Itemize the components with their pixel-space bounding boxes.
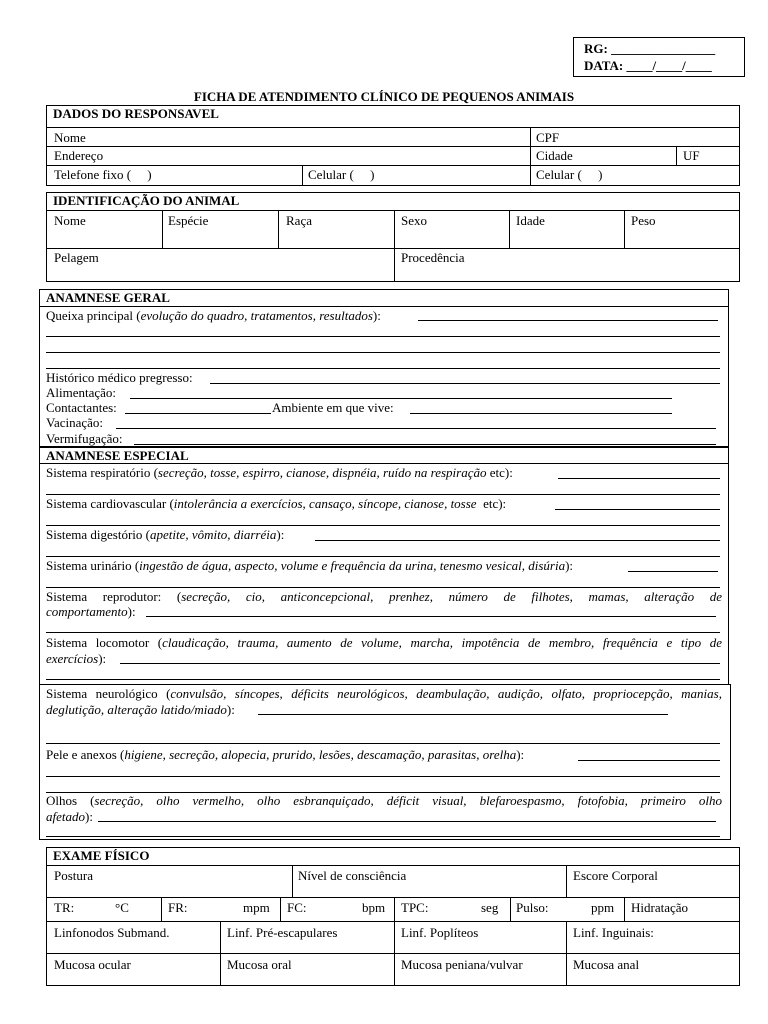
repro-answer-line[interactable] xyxy=(46,632,720,633)
resp-fill[interactable] xyxy=(558,478,720,479)
mucosa-peniana-field[interactable]: Mucosa peniana/vulvar xyxy=(401,957,523,972)
queixa-fill[interactable] xyxy=(418,320,718,321)
divider xyxy=(46,865,740,866)
queixa-answer-line[interactable] xyxy=(46,352,720,353)
escore-field[interactable]: Escore Corporal xyxy=(573,868,658,883)
divider-v xyxy=(509,210,510,248)
contactantes-label: Contactantes: xyxy=(46,400,117,415)
neuro-line[interactable] xyxy=(46,686,722,702)
animal-origin-field[interactable]: Procedência xyxy=(401,250,465,265)
olhos-hint2: afetado xyxy=(46,809,85,824)
linf-sub-field[interactable]: Linfonodos Submand. xyxy=(54,925,170,940)
olhos-fill[interactable] xyxy=(98,821,716,822)
repro-end: ): xyxy=(127,604,136,619)
anamnese-geral-header: ANAMNESE GERAL xyxy=(46,290,170,305)
pele-end: ): xyxy=(516,747,525,762)
animal-breed-field[interactable]: Raça xyxy=(286,213,312,228)
urin-end: ): xyxy=(565,558,574,573)
divider xyxy=(46,146,740,147)
divider-v xyxy=(292,865,293,897)
contactantes-fill[interactable] xyxy=(125,413,271,414)
ambiente-label: Ambiente em que vive: xyxy=(272,400,394,415)
historico-label: Histórico médico pregresso: xyxy=(46,370,193,385)
responsavel-header: DADOS DO RESPONSAVEL xyxy=(53,106,219,121)
urin-hint: ingestão de água, aspecto, volume e frequência da urina, tenesmo vesical, disúria xyxy=(139,558,566,573)
divider-v xyxy=(162,210,163,248)
date-label-line[interactable] xyxy=(584,58,712,74)
vermifugacao-label: Vermifugação: xyxy=(46,431,123,446)
queixa-label: Queixa principal ( xyxy=(46,308,141,323)
divider-v xyxy=(566,921,567,986)
resp-answer-line[interactable] xyxy=(46,494,720,495)
rg-label: RG: xyxy=(584,41,608,56)
cardio-label: Sistema cardiovascular ( xyxy=(46,496,174,511)
divider xyxy=(39,463,729,464)
resp-label: Sistema respiratório ( xyxy=(46,465,158,480)
fr-unit: mpm xyxy=(243,900,270,915)
owner-city-field[interactable]: Cidade xyxy=(536,148,573,163)
loco-line2[interactable] xyxy=(46,651,722,667)
digest-fill[interactable] xyxy=(315,540,720,541)
animal-age-field[interactable]: Idade xyxy=(516,213,545,228)
divider-v xyxy=(394,210,395,282)
divider xyxy=(46,248,740,249)
neuro-answer-line[interactable] xyxy=(46,743,720,744)
linf-pre-field[interactable]: Linf. Pré-escapulares xyxy=(227,925,338,940)
animal-header: IDENTIFICAÇÃO DO ANIMAL xyxy=(53,193,240,208)
animal-coat-field[interactable]: Pelagem xyxy=(54,250,99,265)
olhos-line2[interactable] xyxy=(46,809,722,825)
divider-v xyxy=(280,897,281,921)
animal-sex-field[interactable]: Sexo xyxy=(401,213,427,228)
divider-v xyxy=(220,921,221,986)
mucosa-oral-field[interactable]: Mucosa oral xyxy=(227,957,292,972)
form-title: FICHA DE ATENDIMENTO CLÍNICO DE PEQUENOS ANIMAIS xyxy=(193,89,575,104)
animal-species-field[interactable]: Espécie xyxy=(168,213,209,228)
linf-ing-field[interactable]: Linf. Inguinais: xyxy=(573,925,654,940)
divider xyxy=(46,210,740,211)
cardio-fill[interactable] xyxy=(555,509,720,510)
repro-label: Sistema reprodutor: ( xyxy=(46,589,182,604)
neuro-hint2: deglutição, alteração latido/miado xyxy=(46,702,227,717)
neuro-fill[interactable] xyxy=(258,714,668,715)
neuro-end: ): xyxy=(226,702,235,717)
queixa-end: ): xyxy=(372,308,381,323)
exame-header: EXAME FÍSICO xyxy=(53,848,150,863)
repro-fill[interactable] xyxy=(146,616,716,617)
fc-field[interactable]: FC: xyxy=(287,900,307,915)
neuro-label: Sistema neurológico ( xyxy=(46,686,171,701)
loco-label: Sistema locomotor ( xyxy=(46,635,163,650)
olhos-hint: secreção, olho vermelho, olho esbranquiçado, déficit visual, blefaroespasmo, fotofobia, primeiro olho xyxy=(94,793,722,808)
divider xyxy=(46,897,740,898)
digest-answer-line[interactable] xyxy=(46,556,720,557)
divider-v xyxy=(510,897,511,921)
animal-name-field[interactable]: Nome xyxy=(54,213,86,228)
urin-line[interactable] xyxy=(46,558,722,574)
loco-end: ): xyxy=(98,651,107,666)
loco-answer-line[interactable] xyxy=(46,679,720,680)
divider xyxy=(39,306,729,307)
neuro-line2[interactable] xyxy=(46,702,722,718)
alimentacao-fill[interactable] xyxy=(130,398,672,399)
animal-weight-field[interactable]: Peso xyxy=(631,213,656,228)
loco-hint: claudicação, trauma, aumento de volume, marcha, impotência de membro, frequência e tipo de xyxy=(162,635,722,650)
divider-v xyxy=(676,146,677,166)
pele-fill[interactable] xyxy=(578,760,720,761)
owner-uf-field[interactable]: UF xyxy=(683,148,700,163)
olhos-end: ): xyxy=(85,809,93,824)
divider-v xyxy=(394,921,395,986)
divider-v xyxy=(278,210,279,248)
historico-fill[interactable] xyxy=(210,383,720,384)
fr-field[interactable]: FR: xyxy=(168,900,188,915)
divider-v xyxy=(394,897,395,921)
urin-answer-line[interactable] xyxy=(46,587,720,588)
digest-hint: apetite, vômito, diarréia xyxy=(150,527,277,542)
pele-hint: higiene, secreção, alopecia, prurido, lesões, descamação, parasitas, orelha xyxy=(124,747,517,762)
pele-label: Pele e anexos ( xyxy=(46,747,125,762)
fc-unit: bpm xyxy=(362,900,386,915)
vacinacao-label: Vacinação: xyxy=(46,415,104,430)
tpc-unit: seg xyxy=(481,900,499,915)
mucosa-anal-field[interactable]: Mucosa anal xyxy=(573,957,640,972)
owner-mobile2-field[interactable]: Celular ( ) xyxy=(536,167,603,182)
urin-label: Sistema urinário ( xyxy=(46,558,140,573)
digest-label: Sistema digestório ( xyxy=(46,527,150,542)
nivel-field[interactable]: Nível de consciência xyxy=(298,868,407,883)
divider-v xyxy=(566,865,567,897)
neuro-hint: convulsão, síncopes, déficits neurológicos, deambulação, audição, olfato, propriocepção, manias, xyxy=(170,686,722,701)
divider xyxy=(46,165,740,166)
cardio-hint: intolerância a exercícios, cansaço, síncope, cianose, tosse xyxy=(173,496,477,511)
hidratacao-field[interactable]: Hidratação xyxy=(631,900,689,915)
queixa-answer-line[interactable] xyxy=(46,368,720,369)
divider xyxy=(46,127,740,128)
loco-line[interactable] xyxy=(46,635,722,651)
queixa-answer-line[interactable] xyxy=(46,336,720,337)
ambiente-fill[interactable] xyxy=(410,413,672,414)
resp-end: etc): xyxy=(486,465,513,480)
repro-hint: secreção, cio, anticoncepcional, prenhez, número de filhotes, mamas, alteração de xyxy=(181,589,722,604)
vacinacao-fill[interactable] xyxy=(116,428,716,429)
tpc-field[interactable]: TPC: xyxy=(401,900,429,915)
divider-v xyxy=(624,210,625,248)
resp-hint: secreção, tosse, espirro, cianose, dispnéia, ruído na respiração xyxy=(157,465,487,480)
postura-field[interactable]: Postura xyxy=(54,868,93,883)
queixa-hint: evolução do quadro, tratamentos, resultados xyxy=(140,308,373,323)
repro-hint2: comportamento xyxy=(46,604,128,619)
loco-hint2: exercícios xyxy=(46,651,99,666)
pulso-unit: ppm xyxy=(591,900,615,915)
queixa-line[interactable] xyxy=(46,308,722,324)
divider xyxy=(46,953,740,954)
loco-fill[interactable] xyxy=(120,663,720,664)
divider-v xyxy=(161,897,162,921)
divider-v xyxy=(302,165,303,186)
divider xyxy=(46,921,740,922)
divider-v xyxy=(624,897,625,921)
linf-pop-field[interactable]: Linf. Poplíteos xyxy=(401,925,479,940)
owner-address-field[interactable]: Endereço xyxy=(54,148,104,163)
alimentacao-label: Alimentação: xyxy=(46,385,117,400)
digest-end: ): xyxy=(276,527,285,542)
olhos-line[interactable] xyxy=(46,793,722,809)
date-label: DATA: xyxy=(584,58,624,73)
rg-field[interactable]: ________________ xyxy=(611,41,716,56)
owner-name-field[interactable]: Nome xyxy=(54,130,86,145)
pele-answer-line[interactable] xyxy=(46,776,720,777)
rg-label-line[interactable] xyxy=(584,41,715,57)
repro-line2[interactable] xyxy=(46,604,722,620)
tr-unit: °C xyxy=(115,900,129,915)
olhos-label: Olhos ( xyxy=(46,793,95,808)
anamnese-especial-header: ANAMNESE ESPECIAL xyxy=(46,448,189,463)
divider-v xyxy=(530,127,531,186)
pulso-field[interactable]: Pulso: xyxy=(516,900,549,915)
urin-fill[interactable] xyxy=(628,571,718,572)
cardio-answer-line[interactable] xyxy=(46,525,720,526)
owner-mobile-field[interactable]: Celular ( ) xyxy=(308,167,375,182)
cardio-end: etc): xyxy=(476,496,507,511)
date-field[interactable]: ____/____/____ xyxy=(626,58,712,73)
owner-phone-field[interactable]: Telefone fixo ( ) xyxy=(54,167,152,182)
vermifugacao-fill[interactable] xyxy=(134,444,716,445)
repro-line[interactable] xyxy=(46,589,722,605)
owner-cpf-field[interactable]: CPF xyxy=(536,130,560,145)
tr-field[interactable]: TR: xyxy=(54,900,75,915)
olhos-answer-line[interactable] xyxy=(46,836,720,837)
mucosa-ocular-field[interactable]: Mucosa ocular xyxy=(54,957,131,972)
